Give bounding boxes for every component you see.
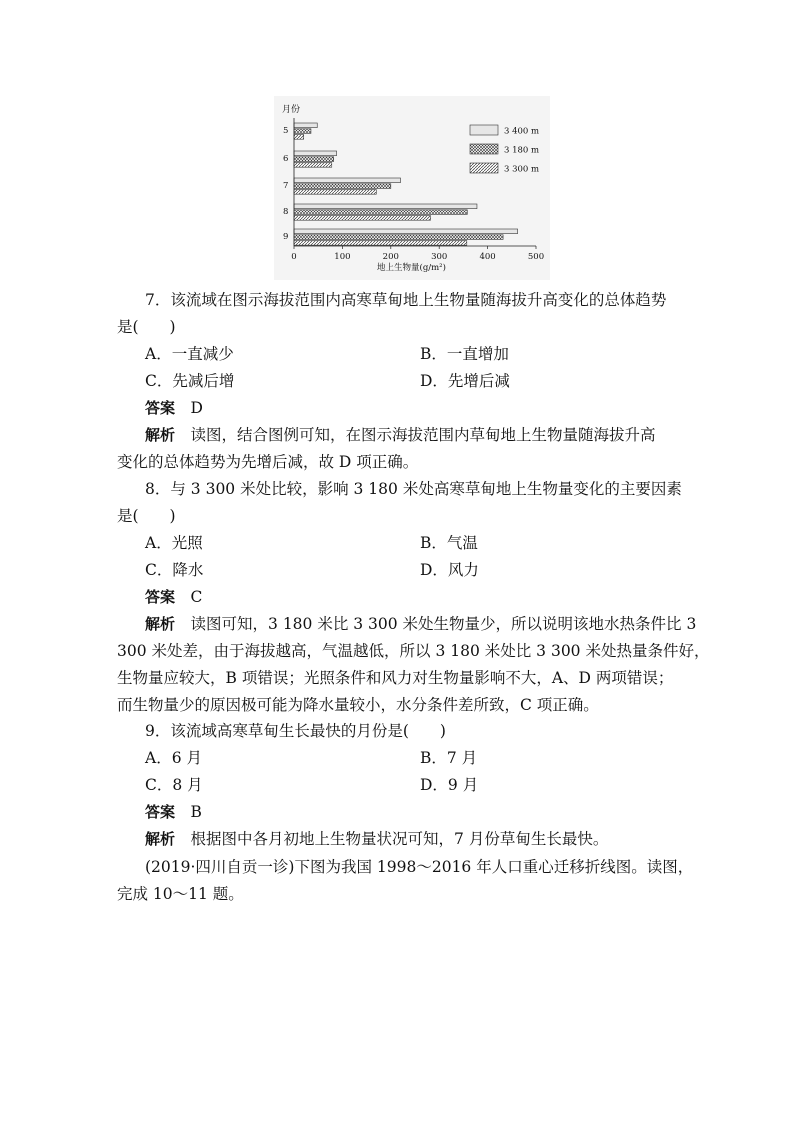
bar-month8-s1 bbox=[294, 210, 467, 215]
q8-option-c: C．降水 bbox=[145, 561, 204, 579]
bar-month6-s1 bbox=[294, 157, 334, 162]
intro-line1: (2019·四川自贡一诊)下图为我国 1998～2016 年人口重心迁移折线图。读图， bbox=[145, 858, 694, 876]
x-tick-label-100: 100 bbox=[334, 252, 351, 262]
bar-month9-s0 bbox=[294, 229, 518, 234]
q7-analysis-line1 bbox=[145, 422, 656, 448]
y-tick-label-9: 9 bbox=[283, 232, 289, 242]
legend-swatch-1 bbox=[470, 144, 498, 154]
q7-analysis-line2: 变化的总体趋势为先增后减，故 D 项正确。 bbox=[117, 453, 419, 471]
q9-analysis-text1: 根据图中各月初地上生物量状况可知，7 月份草甸生长最快。 bbox=[190, 830, 609, 848]
q9-option-a: A．6 月 bbox=[145, 749, 202, 767]
x-tick-label-200: 200 bbox=[382, 252, 399, 262]
bar-month9-s1 bbox=[294, 235, 503, 240]
legend-swatch-0 bbox=[470, 125, 498, 135]
q7-analysis-text1: 读图，结合图例可知，在图示海拔范围内草甸地上生物量随海拔升高 bbox=[190, 426, 656, 444]
q8-option-d: D．风力 bbox=[420, 561, 479, 579]
legend-label-0: 3 400 m bbox=[504, 126, 540, 137]
q8-answer bbox=[145, 584, 202, 610]
q8-stem-line1: 8．与 3 300 米处比较，影响 3 180 米处高寒草甸地上生物量变化的主要因素 bbox=[145, 480, 682, 498]
q7-answer-label: 答案 bbox=[145, 399, 176, 417]
x-tick-label-400: 400 bbox=[479, 252, 496, 262]
q7-option-c: C．先减后增 bbox=[145, 372, 235, 390]
bar-month8-s2 bbox=[294, 216, 430, 221]
bar-month7-s0 bbox=[294, 178, 400, 183]
x-tick-label-300: 300 bbox=[431, 252, 448, 262]
q9-answer bbox=[145, 799, 202, 825]
q9-answer-label: 答案 bbox=[145, 803, 176, 821]
x-tick-label-0: 0 bbox=[291, 252, 297, 262]
y-tick-label-7: 7 bbox=[283, 181, 289, 191]
q8-answer-label: 答案 bbox=[145, 588, 176, 606]
bar-month5-s2 bbox=[294, 135, 304, 140]
q7-option-b: B．一直增加 bbox=[420, 345, 509, 363]
x-tick-labels bbox=[291, 246, 544, 262]
legend bbox=[470, 125, 539, 175]
y-tick-label-6: 6 bbox=[283, 154, 289, 164]
q9-option-b: B．7 月 bbox=[420, 749, 478, 767]
biomass-chart-svg bbox=[274, 96, 550, 280]
q9-option-c: C．8 月 bbox=[145, 776, 203, 794]
bar-month9-s2 bbox=[294, 241, 467, 246]
bar-month8-s0 bbox=[294, 204, 477, 209]
bar-month5-s0 bbox=[294, 123, 317, 128]
q7-answer bbox=[145, 395, 203, 421]
y-tick-label-8: 8 bbox=[283, 207, 289, 217]
q8-analysis-line4: 而生物量少的原因极可能为降水量较小，水分条件差所致，C 项正确。 bbox=[117, 696, 599, 714]
q8-analysis-line1 bbox=[145, 611, 696, 637]
q9-stem-line1: 9．该流域高寒草甸生长最快的月份是( ) bbox=[145, 722, 446, 740]
y-tick-label-5: 5 bbox=[283, 126, 289, 136]
q8-stem-line2: 是( ) bbox=[117, 507, 176, 525]
legend-label-2: 3 300 m bbox=[504, 164, 540, 175]
q8-analysis-line3: 生物量应较大，B 项错误；光照条件和风力对生物量影响不大，A、D 两项错误； bbox=[117, 669, 674, 687]
y-tick-labels bbox=[283, 126, 288, 242]
x-axis-label: 地上生物量(g/m²) bbox=[377, 263, 446, 273]
biomass-chart bbox=[274, 96, 550, 280]
legend-swatch-2 bbox=[470, 163, 498, 173]
x-tick-label-500: 500 bbox=[527, 252, 545, 262]
q9-analysis-label: 解析 bbox=[145, 830, 176, 848]
bars-layer bbox=[294, 123, 518, 245]
q7-stem-line1: 7．该流域在图示海拔范围内高寒草甸地上生物量随海拔升高变化的总体趋势 bbox=[145, 291, 667, 309]
q8-option-a: A．光照 bbox=[145, 534, 203, 552]
q9-option-d: D．9 月 bbox=[420, 776, 479, 794]
legend-label-1: 3 180 m bbox=[504, 145, 540, 156]
q8-analysis-label: 解析 bbox=[145, 615, 176, 633]
intro-line2: 完成 10～11 题。 bbox=[117, 885, 244, 903]
bar-month7-s1 bbox=[294, 184, 391, 189]
q8-answer-value: C bbox=[190, 588, 203, 606]
q9-answer-value: B bbox=[190, 803, 202, 821]
q8-analysis-line2: 300 米处差，由于海拔越高，气温越低，所以 3 180 米处比 3 300 米处热量条件好， bbox=[117, 642, 710, 660]
q7-analysis-label: 解析 bbox=[145, 426, 176, 444]
q7-answer-value: D bbox=[190, 399, 203, 417]
bar-month6-s0 bbox=[294, 151, 337, 156]
q9-analysis-line1 bbox=[145, 826, 608, 852]
bar-month5-s1 bbox=[294, 129, 311, 134]
q7-stem-line2: 是( ) bbox=[117, 318, 176, 336]
bar-month7-s2 bbox=[294, 190, 376, 195]
bar-month6-s2 bbox=[294, 163, 332, 168]
q7-option-a: A．一直减少 bbox=[145, 345, 234, 363]
y-axis-title: 月份 bbox=[282, 105, 301, 115]
q8-analysis-text1: 读图可知，3 180 米比 3 300 米处生物量少，所以说明该地水热条件比 3 bbox=[190, 615, 697, 633]
q8-option-b: B．气温 bbox=[420, 534, 478, 552]
q7-option-d: D．先增后减 bbox=[420, 372, 510, 390]
